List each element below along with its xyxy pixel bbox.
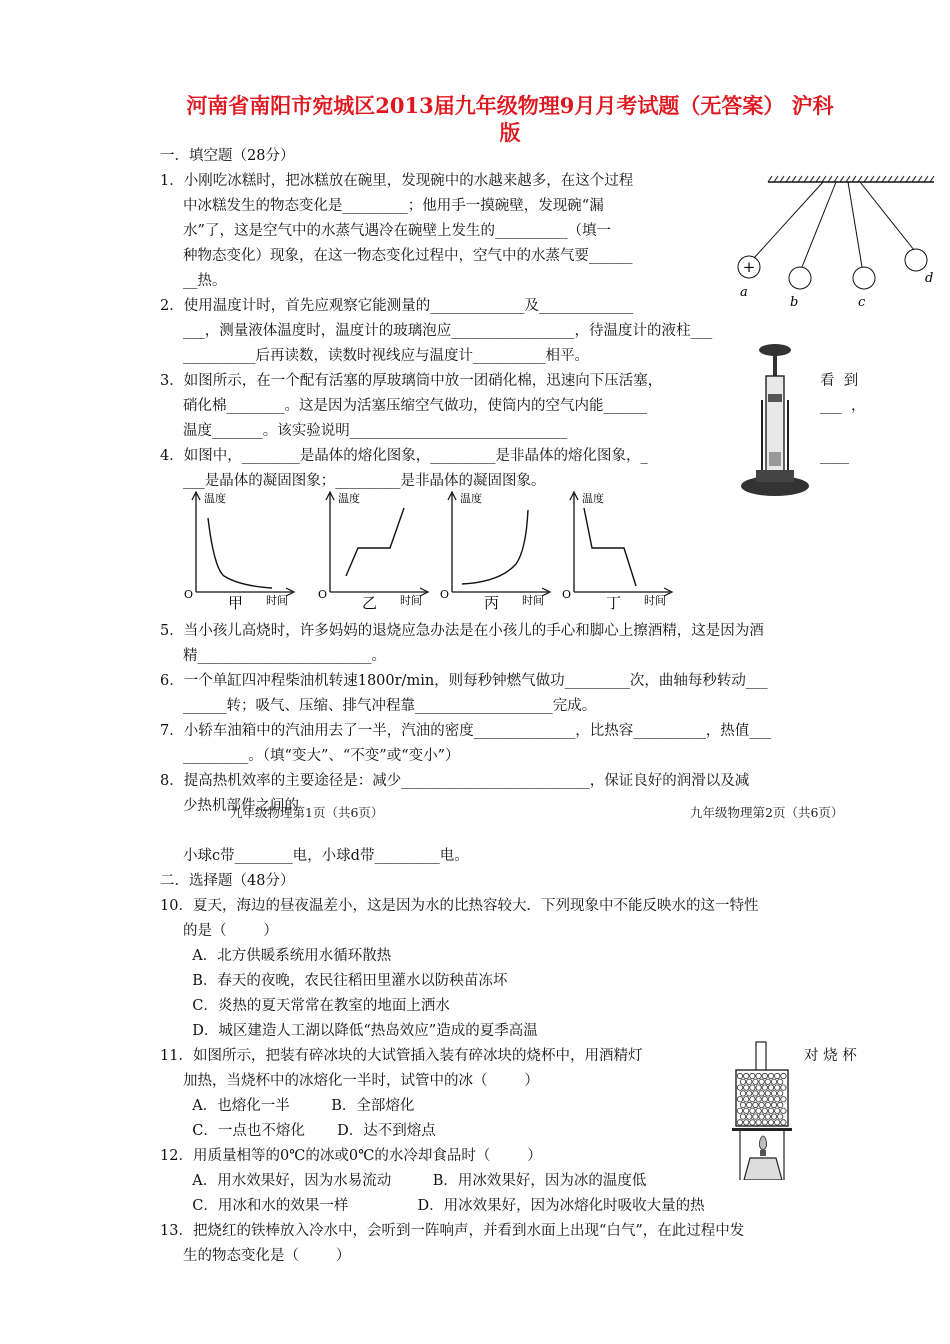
ball-label-b: b — [790, 295, 799, 310]
page-title-line2: 版 — [499, 120, 521, 145]
text-line: 11．如图所示，把装有碎冰块的大试管插入装有碎冰块的烧杯中，用酒精灯 — [160, 1048, 643, 1064]
text-line: 硝化棉________。这是因为活塞压缩空气做功，使筒内的空气内能______ — [160, 398, 648, 414]
graph-curve — [584, 508, 636, 586]
x-axis-label: 时间 — [644, 594, 666, 607]
piston-cylinder-figure — [738, 340, 813, 500]
x-axis-label: 时间 — [522, 594, 544, 607]
graph-name: 甲 — [228, 594, 244, 612]
text-line: 中冰糕发生的物态变化是_________；他用手一摸碗壁，发现碗“漏 — [160, 198, 604, 214]
text-line: 7．小轿车油箱中的汽油用去了一半，汽油的密度______________，比热容__________，热值___ — [160, 723, 771, 739]
text-line: __热。 — [160, 273, 227, 289]
y-axis-label: 温度 — [338, 492, 360, 505]
graph-name: 丁 — [606, 594, 622, 612]
y-axis-label: 温度 — [582, 492, 604, 505]
graph-curve — [346, 508, 404, 576]
plus-sign: + — [742, 258, 756, 276]
text-line: D．城区建造人工湖以降低“热岛效应”造成的夏季高温 — [160, 1023, 538, 1039]
origin-label: O — [184, 588, 194, 601]
text-line: 加热，当烧杯中的冰熔化一半时，试管中的冰（ ） — [160, 1073, 539, 1089]
text-line: C．用冰和水的效果一样 D．用冰效果好，因为冰熔化时吸收大量的热 — [160, 1198, 705, 1214]
text-line: 二．选择题（48分） — [160, 873, 295, 889]
graph-1 — [318, 488, 438, 614]
graph-name: 丙 — [484, 594, 500, 612]
text-line: 12．用质量相等的0℃的冰或0℃的水冷却食品时（ ） — [160, 1148, 542, 1164]
text-line: A．用水效果好，因为水易流动 B．用冰效果好，因为冰的温度低 — [160, 1173, 647, 1189]
text-line: 5．当小孩儿高烧时，许多妈妈的退烧应急办法是在小孩儿的手心和脚心上擦酒精，这是因为酒 — [160, 623, 764, 639]
graph-0 — [184, 488, 304, 614]
page-title-line1: 河南省南阳市宛城区2013届九年级物理9月月考试题（无答案） 沪科 — [186, 93, 834, 118]
footer-page-2: 九年级物理第2页（共6页） — [690, 805, 844, 820]
footer-page-1: 九年级物理第1页（共6页） — [230, 805, 384, 820]
text-line: 1．小刚吃冰糕时，把冰糕放在碗里，发现碗中的水越来越多，在这个过程 — [160, 173, 634, 189]
text-line: C．一点也不熔化 D．达不到熔点 — [160, 1123, 436, 1139]
text-line: 6．一个单缸四冲程柴油机转速1800r/min，则每秒钟燃气做功_________次，曲轴每秒转动___ — [160, 673, 768, 689]
ball-label-a: a — [740, 285, 748, 300]
ball-label-d: d — [925, 271, 934, 286]
text-line: 8．提高热机效率的主要途径是：减少__________________________，保证良好的润滑以及减 — [160, 773, 750, 789]
text-line: __________后再读数，读数时视线应与温度计__________相平。 — [160, 348, 590, 364]
text-line: ___，测量液体温度时，温度计的玻璃泡应_________________，待温度计的液柱___ — [160, 323, 713, 339]
text-line: 水”了，这是空气中的水蒸气遇冷在碗壁上发生的__________（填一 — [160, 223, 611, 239]
text-line: 生的物态变化是（ ） — [160, 1248, 351, 1264]
text-line: A．也熔化一半 B．全部熔化 — [160, 1098, 415, 1114]
graph-3 — [562, 488, 682, 614]
graph-curve — [462, 510, 528, 584]
text-line: 小球c带________电，小球d带_________电。 — [160, 848, 469, 864]
text-line: 10．夏天，海边的昼夜温差小，这是因为水的比热容较大．下列现象中不能反映水的这一特性 — [160, 898, 759, 914]
origin-label: O — [318, 588, 328, 601]
text-line: ____ — [820, 448, 849, 464]
origin-label: O — [440, 588, 450, 601]
text-line: 4．如图中，________是晶体的熔化图象，_________是非晶体的熔化图象，_ — [160, 448, 648, 464]
y-axis-label: 温度 — [204, 492, 226, 505]
text-line: 13．把烧红的铁棒放入冷水中，会听到一阵响声，并看到水面上出现“白气”，在此过程中发 — [160, 1223, 745, 1239]
pendulum-balls-figure — [728, 172, 940, 312]
text-line: ___是晶体的凝固图象；_________是非晶体的凝固图象。 — [160, 473, 546, 489]
text-line: 2．使用温度计时，首先应观察它能测量的_____________及_____________ — [160, 298, 634, 314]
text-line: 精________________________。 — [160, 648, 387, 664]
text-line: 3．如图所示，在一个配有活塞的厚玻璃筒中放一团硝化棉，迅速向下压活塞， — [160, 373, 663, 389]
graph-name: 乙 — [362, 594, 378, 612]
graph-2 — [440, 488, 560, 614]
text-line: _________。（填“变大”、“不变”或“变小”） — [160, 748, 460, 764]
ball-label-c: c — [858, 295, 866, 310]
origin-label: O — [562, 588, 572, 601]
text-line: C．炎热的夏天常常在教室的地面上洒水 — [160, 998, 450, 1014]
text-line: ______转；吸气、压缩、排气冲程靠___________________完成。 — [160, 698, 597, 714]
text-line: 看 到 — [820, 373, 859, 389]
text-line: 的是（ ） — [160, 923, 278, 939]
text-line: 一．填空题（28分） — [160, 148, 295, 164]
y-axis-label: 温度 — [460, 492, 482, 505]
x-axis-label: 时间 — [266, 594, 288, 607]
graph-curve — [208, 518, 272, 588]
text-line: 对 烧 杯 — [804, 1048, 857, 1064]
text-line: B．春天的夜晚，农民往稻田里灌水以防秧苗冻坏 — [160, 973, 508, 989]
text-line: A．北方供暖系统用水循环散热 — [160, 948, 392, 964]
x-axis-label: 时间 — [400, 594, 422, 607]
text-line: ___ ， — [820, 398, 866, 414]
text-line: 种物态变化）现象，在这一物态变化过程中，空气中的水蒸气要______ — [160, 248, 633, 264]
beaker-test-tube-figure — [730, 1040, 796, 1180]
text-line: 温度_______。该实验说明______________________________ — [160, 423, 568, 439]
text-line: 少热机部件之间的 — [160, 798, 300, 814]
